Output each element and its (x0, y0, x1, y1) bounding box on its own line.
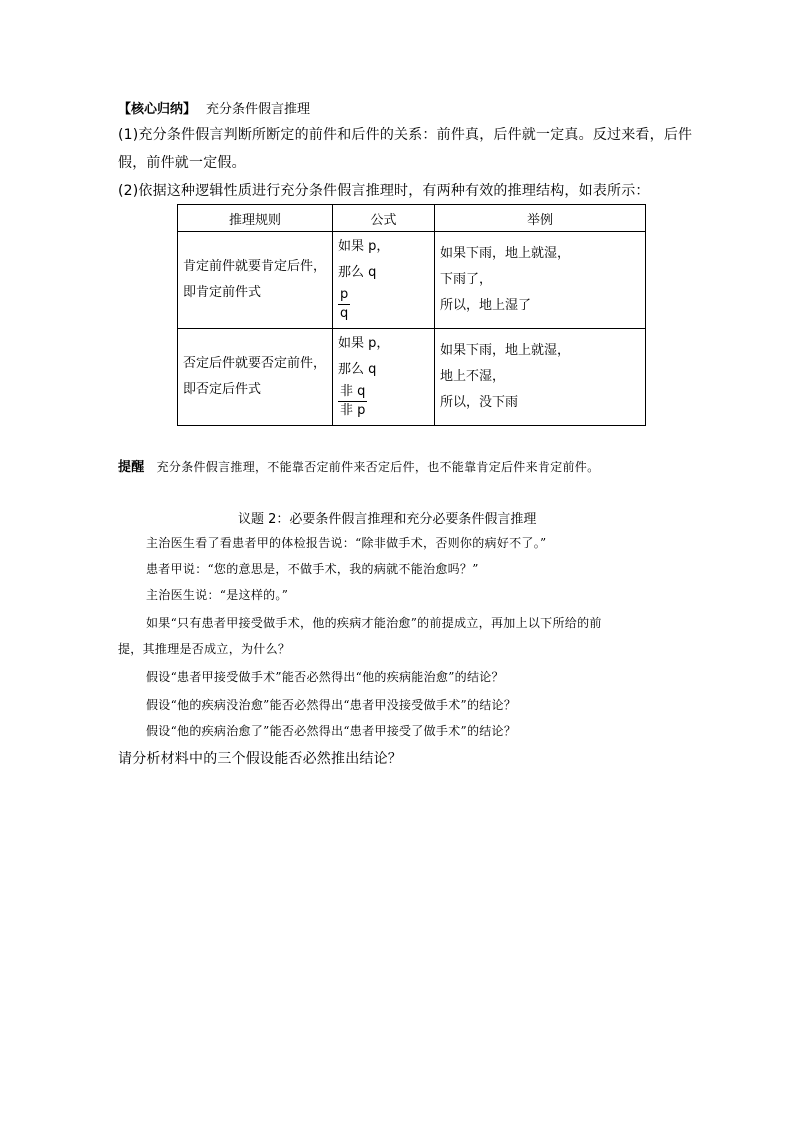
topic-question: 请分析材料中的三个假设能否必然推出结论？ (118, 751, 402, 767)
topic-line: 假设“患者甲接受做手术”能否必然得出“他的疾病能治愈”的结论？ (146, 670, 504, 684)
formula-conclusion: q (340, 305, 349, 321)
reminder-text: 充分条件假言推理，不能靠否定前件来否定后件，也不能靠肯定后件来肯定前件。 (156, 460, 600, 474)
reminder-label: 提醒 (118, 460, 145, 475)
example-cell (435, 232, 646, 329)
formula-fraction (338, 286, 350, 323)
rule-line: 肯定前件就要肯定后件， (183, 259, 327, 274)
topic-line: 主治医生说：“是这样的。” (146, 588, 289, 602)
core-paragraph-2: (2)依据这种逻辑性质进行充分条件假言推理时，有两种有效的推理结构，如表所示： (118, 183, 650, 199)
formula-conclusion: 非 p (340, 402, 366, 418)
example-line: 所以，没下雨 (440, 395, 519, 410)
rule-cell (178, 232, 333, 329)
formula-line: 如果 p， (338, 335, 390, 351)
rule-line: 即否定后件式 (183, 382, 262, 397)
topic-title: 议题 2：必要条件假言推理和充分必要条件假言推理 (238, 512, 537, 527)
formula-cell (333, 232, 435, 329)
formula-line: 那么 q (338, 361, 377, 377)
example-line: 所以，地上湿了 (440, 298, 532, 313)
topic-line: 主治医生看了看患者甲的体检报告说：“除非做手术，否则你的病好不了。” (146, 536, 547, 550)
core-paragraph-1-line-2: 假，前件就一定假。 (118, 155, 246, 171)
example-line: 下雨了， (440, 272, 493, 287)
formula-line: 如果 p， (338, 238, 390, 254)
example-cell (435, 329, 646, 426)
table-row (178, 232, 646, 329)
topic-line: 患者甲说：“您的意思是，不做手术，我的病就不能治愈吗？” (146, 562, 479, 576)
example-line: 如果下雨，地上就湿， (440, 343, 571, 358)
reminder (118, 456, 599, 475)
table-row (178, 329, 646, 426)
core-heading (118, 98, 310, 117)
core-tag: 【核心归纳】 (118, 102, 197, 117)
topic-line: 假设“他的疾病没治愈”能否必然得出“患者甲没接受做手术”的结论？ (146, 698, 517, 712)
formula-cell (333, 329, 435, 426)
table-header-rule: 推理规则 (178, 205, 333, 232)
rule-line: 即肯定前件式 (183, 285, 262, 300)
table-header-row (178, 205, 646, 232)
topic-line: 如果“只有患者甲接受做手术，他的疾病才能治愈”的前提成立，再加上以下所给的前 (146, 616, 602, 630)
reasoning-rules-table (177, 204, 646, 426)
formula-fraction (338, 383, 367, 420)
example-line: 地上不湿， (440, 369, 506, 384)
table-header-example: 举例 (435, 205, 646, 232)
formula-premise: p (338, 286, 350, 305)
topic-line: 提，其推理是否成立，为什么？ (118, 642, 291, 656)
rule-cell (178, 329, 333, 426)
example-line: 如果下雨，地上就湿， (440, 246, 571, 261)
formula-premise: 非 q (338, 383, 367, 402)
topic-line: 假设“他的疾病治愈了”能否必然得出“患者甲接受了做手术”的结论？ (146, 724, 517, 738)
core-title: 充分条件假言推理 (206, 102, 311, 117)
rule-line: 否定后件就要否定前件， (183, 356, 327, 371)
table-header-formula: 公式 (333, 205, 435, 232)
core-paragraph-1-line-1: (1)充分条件假言判断所断定的前件和后件的关系：前件真，后件就一定真。反过来看，后件 (118, 127, 693, 143)
formula-line: 那么 q (338, 264, 377, 280)
